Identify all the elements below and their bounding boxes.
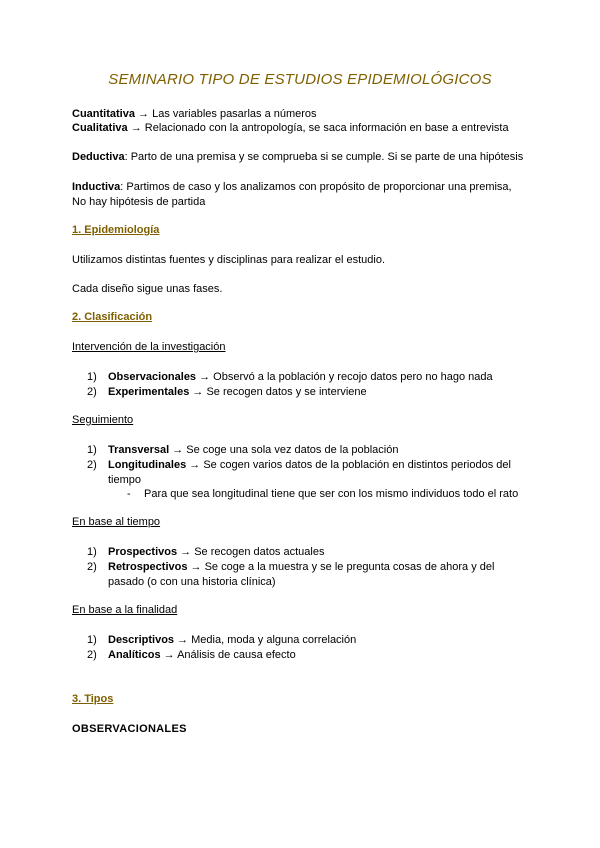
cuantitativa-line xyxy=(72,107,317,122)
section-tipos-heading: 3. Tipos xyxy=(72,693,114,705)
list-text: → Observó a la población y recojo datos pero no hago nada xyxy=(196,371,493,383)
list-text: → Media, moda y alguna correlación xyxy=(174,634,357,646)
list-term: Descriptivos xyxy=(108,634,175,646)
deductiva-line xyxy=(72,150,523,165)
intervencion-subheading: Intervención de la investigación xyxy=(72,341,226,353)
section-epidemiologia-heading: 1. Epidemiología xyxy=(72,224,160,236)
epidemiologia-paragraph-2: Cada diseño sigue unas fases. xyxy=(72,283,223,295)
inductiva-line-2: No hay hipótesis de partida xyxy=(72,196,206,208)
list-text: → Se coge una sola vez datos de la población xyxy=(169,444,399,456)
observacionales-heading: OBSERVACIONALES xyxy=(72,723,187,735)
section-clasificacion-heading: 2. Clasificación xyxy=(72,311,153,323)
cuantitativa-term: Cuantitativa xyxy=(72,108,135,120)
list-number: 2) xyxy=(87,649,97,661)
list-term: Longitudinales xyxy=(108,459,187,471)
page-title: SEMINARIO TIPO DE ESTUDIOS EPIDEMIOLÓGICOS xyxy=(108,71,492,88)
list-term: Experimentales xyxy=(108,386,190,398)
cualitativa-term: Cualitativa xyxy=(72,122,128,134)
seguimiento-subheading: Seguimiento xyxy=(72,414,134,426)
cuantitativa-text: → Las variables pasarlas a números xyxy=(134,108,317,120)
list-number: 1) xyxy=(87,371,97,383)
list-text: → Análisis de causa efecto xyxy=(160,649,296,661)
inductiva-text: : Partimos de caso y los analizamos con propósito de proporcionar una premisa, xyxy=(120,181,512,193)
list-number: 1) xyxy=(87,546,97,558)
inductiva-line xyxy=(72,180,512,195)
sub-list-item xyxy=(127,488,519,500)
finalidad-subheading: En base a la finalidad xyxy=(72,604,178,616)
list-text: → Se coge a la muestra y se le pregunta cosas de ahora y del pasado (o con una historia clínica) xyxy=(108,561,495,588)
list-term: Transversal xyxy=(108,444,170,456)
list-text: → Se cogen varios datos de la población en distintos periodos del tiempo xyxy=(108,459,511,486)
inductiva-term: Inductiva xyxy=(72,181,121,193)
list-number: 1) xyxy=(87,444,97,456)
deductiva-text: : Parto de una premisa y se comprueba si se cumple. Si se parte de una hipótesis xyxy=(124,151,524,163)
tiempo-subheading: En base al tiempo xyxy=(72,516,161,528)
list-term: Retrospectivos xyxy=(108,561,188,573)
list-term: Prospectivos xyxy=(108,546,178,558)
list-term: Observacionales xyxy=(108,371,197,383)
cualitativa-text: → Relacionado con la antropología, se saca información en base a entrevista xyxy=(127,122,509,134)
list-text: → Se recogen datos y se interviene xyxy=(189,386,367,398)
cualitativa-line xyxy=(72,121,509,136)
list-number: 2) xyxy=(87,386,97,398)
sub-list-text: Para que sea longitudinal tiene que ser con los mismo individuos todo el rato xyxy=(144,488,519,500)
dash-bullet: - xyxy=(127,488,131,500)
list-text: → Se recogen datos actuales xyxy=(177,546,325,558)
list-term: Analíticos xyxy=(108,649,161,661)
deductiva-term: Deductiva xyxy=(72,151,125,163)
list-number: 2) xyxy=(87,561,97,573)
list-number: 2) xyxy=(87,459,97,471)
list-number: 1) xyxy=(87,634,97,646)
epidemiologia-paragraph-1: Utilizamos distintas fuentes y disciplinas para realizar el estudio. xyxy=(72,254,386,266)
